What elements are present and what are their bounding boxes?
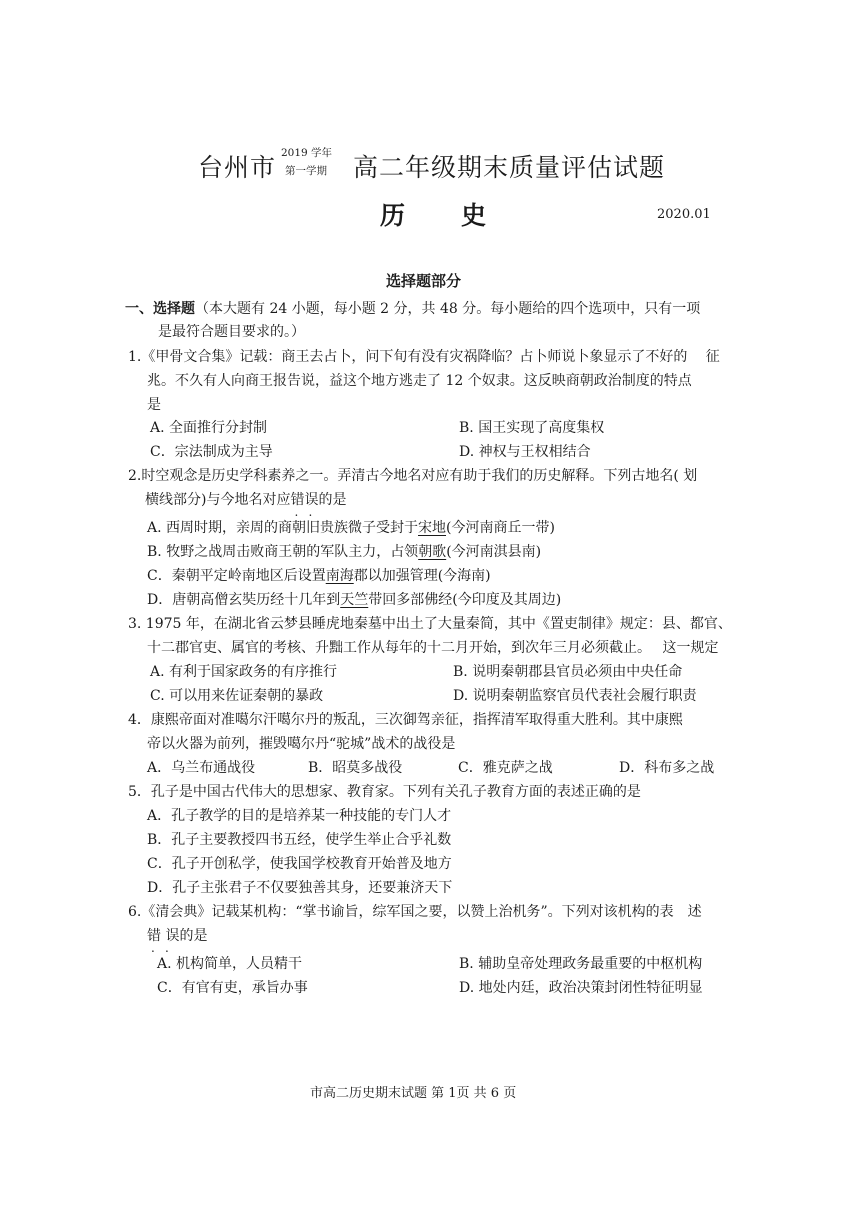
underlined-place-name: 宋地 <box>418 520 447 536</box>
question-3-line1: 3. 1975 年，在湖北省云梦县睡虎地秦墓中出土了大量秦简，其中《置吏制律》规定：县、都官、 <box>128 616 732 632</box>
emphasis-char: 错 <box>147 928 161 944</box>
question-4-line2: 帝以火器为前列，摧毁噶尔丹“驼城”战术的战役是 <box>147 736 456 752</box>
question-1-option-c: C．宗法制成为主导 <box>150 444 273 460</box>
section-title: 选择题部分 <box>386 272 462 290</box>
underlined-place-name: 朝歌 <box>418 544 447 560</box>
page-footer: 市高二历史期末试题 第 1页 共 6 页 <box>310 1086 517 1101</box>
question-3-option-a: A. 有利于国家政务的有序推行 <box>150 664 338 680</box>
question-4-option-a: A．乌兰布通战役 <box>147 760 256 776</box>
question-6-option-c: C．有官有吏，承旨办事 <box>157 980 308 996</box>
question-5-line1: 5．孔子是中国古代伟大的思想家、教育家。下列有关孔子教育方面的表述正确的是 <box>128 784 641 800</box>
question-6-line2: 错 误的是 <box>147 928 208 944</box>
question-1-line2: 兆。不久有人向商王报告说，益这个地方逃走了 12 个奴隶。这反映商朝政治制度的特点 <box>147 373 692 389</box>
question-2-option-b: B. 牧野之战周击败商王朝的军队主力，占领朝歌(今河南淇县南) <box>147 544 542 560</box>
underlined-place-name: 天竺 <box>340 592 369 608</box>
question-3-option-d: D. 说明秦朝监察官员代表社会履行职责 <box>453 688 697 704</box>
city-name: 台州市 <box>198 153 277 182</box>
question-6-line1: 6.《清会典》记载某机构：“掌书谕旨，综军国之要，以赞上治机务”。下列对该机构的表 述 <box>128 904 702 920</box>
question-2-line1: 2.时空观念是历史学科素养之一。弄清古今地名对应有助于我们的历史解释。下列古地名( 划 <box>128 468 698 484</box>
question-4-option-c: C．雅克萨之战 <box>458 760 553 776</box>
question-4-line1: 4．康熙帝面对准噶尔汗噶尔丹的叛乱，三次御驾亲征，指挥清军取得重大胜利。其中康熙 <box>128 712 683 728</box>
school-year: 2019 学年 <box>281 147 333 159</box>
school-term: 第一学期 <box>285 165 327 177</box>
question-6-option-d: D. 地处内廷，政治决策封闭性特征明显 <box>459 980 703 996</box>
emphasis-char: 错 <box>290 492 305 508</box>
part-instruction-line1: （本大题有 24 小题，每小题 2 分，共 48 分。每小题给的四个选项中，只有一项 <box>195 301 701 317</box>
emphasis-char: 误 <box>304 492 319 508</box>
question-1-line1: 1.《甲骨文合集》记载：商王去占卜，问下旬有没有灾祸降临？占卜师说卜象显示了不好的 征 <box>128 349 720 365</box>
question-3-option-c: C. 可以用来佐证秦朝的暴政 <box>150 688 324 704</box>
question-3-option-b: B. 说明秦朝郡县官员必须由中央任命 <box>453 664 683 680</box>
question-1-option-d: D. 神权与王权相结合 <box>459 444 591 460</box>
part-instruction-line2: 是最符合题目要求的。） <box>158 324 305 340</box>
part-label: 一、选择题 <box>125 301 195 317</box>
question-6-option-a: A. 机构简单，人员精干 <box>157 956 303 972</box>
exam-title: 高二年级期末质量评估试题 <box>353 153 666 182</box>
question-1-option-a: A. 全面推行分封制 <box>150 420 268 436</box>
question-3-line2: 十二郡官吏、属官的考核、升黜工作从每年的十二月开始，到次年三月必须截止。 这一规定 <box>147 640 719 656</box>
question-2-option-d: D．唐朝高僧玄奘历经十几年到天竺带回多部佛经(今印度及其周边) <box>147 592 562 608</box>
question-2-option-a: A. 西周时期，亲周的商朝旧贵族微子受封于宋地(今河南商丘一带) <box>147 520 555 536</box>
question-4-option-b: B．昭莫多战役 <box>308 760 403 776</box>
question-4-option-d: D．科布多之战 <box>619 760 715 776</box>
question-1-option-b: B. 国王实现了高度集权 <box>459 420 605 436</box>
question-2-line2: 横线部分)与今地名对应错误的是 <box>145 492 347 508</box>
exam-date: 2020.01 <box>657 207 711 222</box>
question-6-option-b: B. 辅助皇帝处理政务最重要的中枢机构 <box>459 956 703 972</box>
question-5-option-c: C．孔子开创私学，使我国学校教育开始普及地方 <box>147 856 452 872</box>
question-5-option-d: D．孔子主张君子不仅要独善其身，还要兼济天下 <box>147 880 453 896</box>
subject-title: 历 史 <box>380 201 489 230</box>
question-5-option-a: A．孔子教学的目的是培养某一种技能的专门人才 <box>147 808 452 824</box>
question-1-line3: 是 <box>147 397 161 413</box>
emphasis-char: 误 <box>161 928 180 944</box>
question-5-option-b: B．孔子主要教授四书五经，使学生举止合乎礼数 <box>147 832 452 848</box>
underlined-place-name: 南海 <box>325 568 354 584</box>
question-2-option-c: C．秦朝平定岭南地区后设置南海郡以加强管理(今海南) <box>147 568 491 584</box>
